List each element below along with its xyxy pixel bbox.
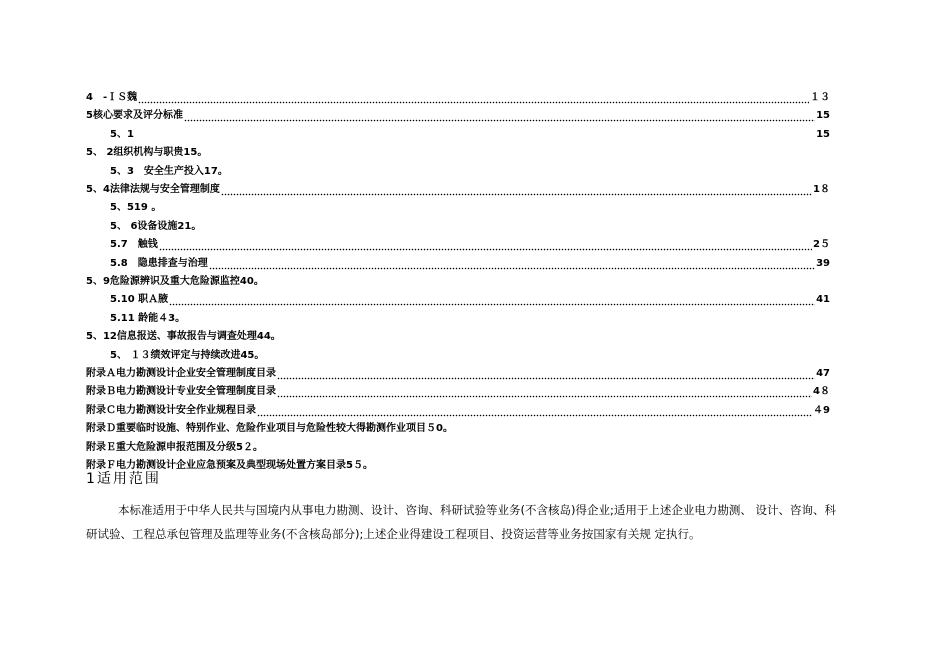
toc-entry-title: 附录Ｃ电力勘测设计安全作业规程目录 xyxy=(86,404,256,416)
toc-page-number: １３ xyxy=(810,92,830,103)
toc-entry[interactable] xyxy=(110,160,830,178)
toc-entry-title: 5.8 隐患排查与治理 xyxy=(110,257,208,269)
toc-entry-title: 附录Ｂ电力勘测设计专业安全管理制度目录 xyxy=(86,386,276,398)
toc-dot-leader xyxy=(184,112,815,122)
toc-entry-title: 5.11 龄能４3。 xyxy=(110,312,186,324)
toc-page-number: 15 xyxy=(816,110,830,122)
toc-entry[interactable] xyxy=(86,417,830,435)
toc-page-number: 2５ xyxy=(813,239,830,251)
toc-entry[interactable] xyxy=(110,252,830,270)
toc-entry-title: 附录Ａ电力勘测设计企业安全管理制度目录 xyxy=(86,368,276,379)
toc-entry[interactable] xyxy=(110,307,830,325)
toc-entry-title: 4 -ＩＳ魏 xyxy=(86,92,138,103)
toc-entry[interactable] xyxy=(86,141,830,159)
toc-entry-title: 附录Ｅ重大危险源申报范围及分级5２。 xyxy=(86,441,263,453)
toc-entry[interactable] xyxy=(86,362,830,380)
toc-entry[interactable] xyxy=(86,325,830,343)
toc-entry-title: 5、519 。 xyxy=(110,202,162,214)
toc-dot-leader xyxy=(277,388,812,398)
toc-entry-title: 5、12信息报送、事故报告与调查处理44。 xyxy=(86,331,281,343)
toc-dot-leader xyxy=(138,94,809,104)
toc-page-number: 41 xyxy=(816,294,830,306)
toc-page-number: 4８ xyxy=(813,386,830,398)
toc-entry-title: 5、 2组织机构与职贵15。 xyxy=(86,147,208,159)
toc-page-number: 47 xyxy=(816,368,830,379)
toc-entry-title: 5、 6设备设施21。 xyxy=(110,220,202,232)
toc-entry[interactable] xyxy=(86,86,830,104)
toc-page-number: 39 xyxy=(816,257,830,269)
toc-entry-title: 5核心要求及评分标准 xyxy=(86,110,183,122)
toc-dot-leader xyxy=(209,260,815,270)
toc-entry[interactable] xyxy=(110,123,830,141)
toc-dot-leader xyxy=(257,407,812,417)
toc-entry-title: 5、4法律法规与安全管理制度 xyxy=(86,184,220,195)
toc-entry-title: 5、3 安全生产投入17。 xyxy=(110,165,228,177)
toc-entry-title: 附录Ｆ电力勘测设计企业应急预案及典型现场处置方案目录5５。 xyxy=(86,460,373,471)
toc-dot-leader xyxy=(169,296,815,306)
toc-entry[interactable] xyxy=(86,104,830,122)
toc-page-number: ４9 xyxy=(813,404,830,416)
toc-entry-title: 5.7 触钱 xyxy=(110,239,158,251)
section-paragraph: 本标准适用于中华人民共与国境内从事电力勘测、设计、咨询、科研试验等业务(不含核岛)得企业;适用于上述企业电力勘测、 设计、咨询、科研试验、工程总承包管理及监理等业务(不含核岛部分);上述企业得建设工程项目、投资运营等业务按国家有关规 定执行。 xyxy=(86,503,836,541)
toc-dot-leader xyxy=(159,241,812,251)
toc-entry[interactable] xyxy=(110,196,830,214)
section-heading: 1适用范围 xyxy=(86,471,161,487)
toc-entry[interactable] xyxy=(86,454,830,472)
toc-entry[interactable] xyxy=(110,288,830,306)
toc-entry[interactable] xyxy=(86,270,830,288)
toc-entry[interactable] xyxy=(110,233,830,251)
toc-entry-title: 5、1 xyxy=(110,128,134,140)
toc-entry[interactable] xyxy=(86,380,830,398)
toc-page-number: 1８ xyxy=(813,184,830,195)
toc-dot-leader xyxy=(221,186,812,196)
toc-entry[interactable] xyxy=(86,436,830,454)
toc-page-number: 15 xyxy=(816,128,830,140)
toc-entry-title: 5、 １３绩效评定与持续改进45。 xyxy=(110,349,265,361)
toc-dot-leader xyxy=(277,370,815,380)
toc-entry[interactable] xyxy=(86,178,830,196)
toc-entry-title: 5、9危险源辨识及重大危险源监控40。 xyxy=(86,276,264,287)
toc-entry-title: 附录Ｄ重要临时设施、特别作业、危险作业项目与危险性较大得勘测作业项目５0。 xyxy=(86,423,453,435)
toc-entry[interactable] xyxy=(110,215,830,233)
toc-entry[interactable] xyxy=(110,344,830,362)
toc-entry-title: 5.10 职Ａ腋 xyxy=(110,294,169,306)
toc-entry[interactable] xyxy=(86,399,830,417)
